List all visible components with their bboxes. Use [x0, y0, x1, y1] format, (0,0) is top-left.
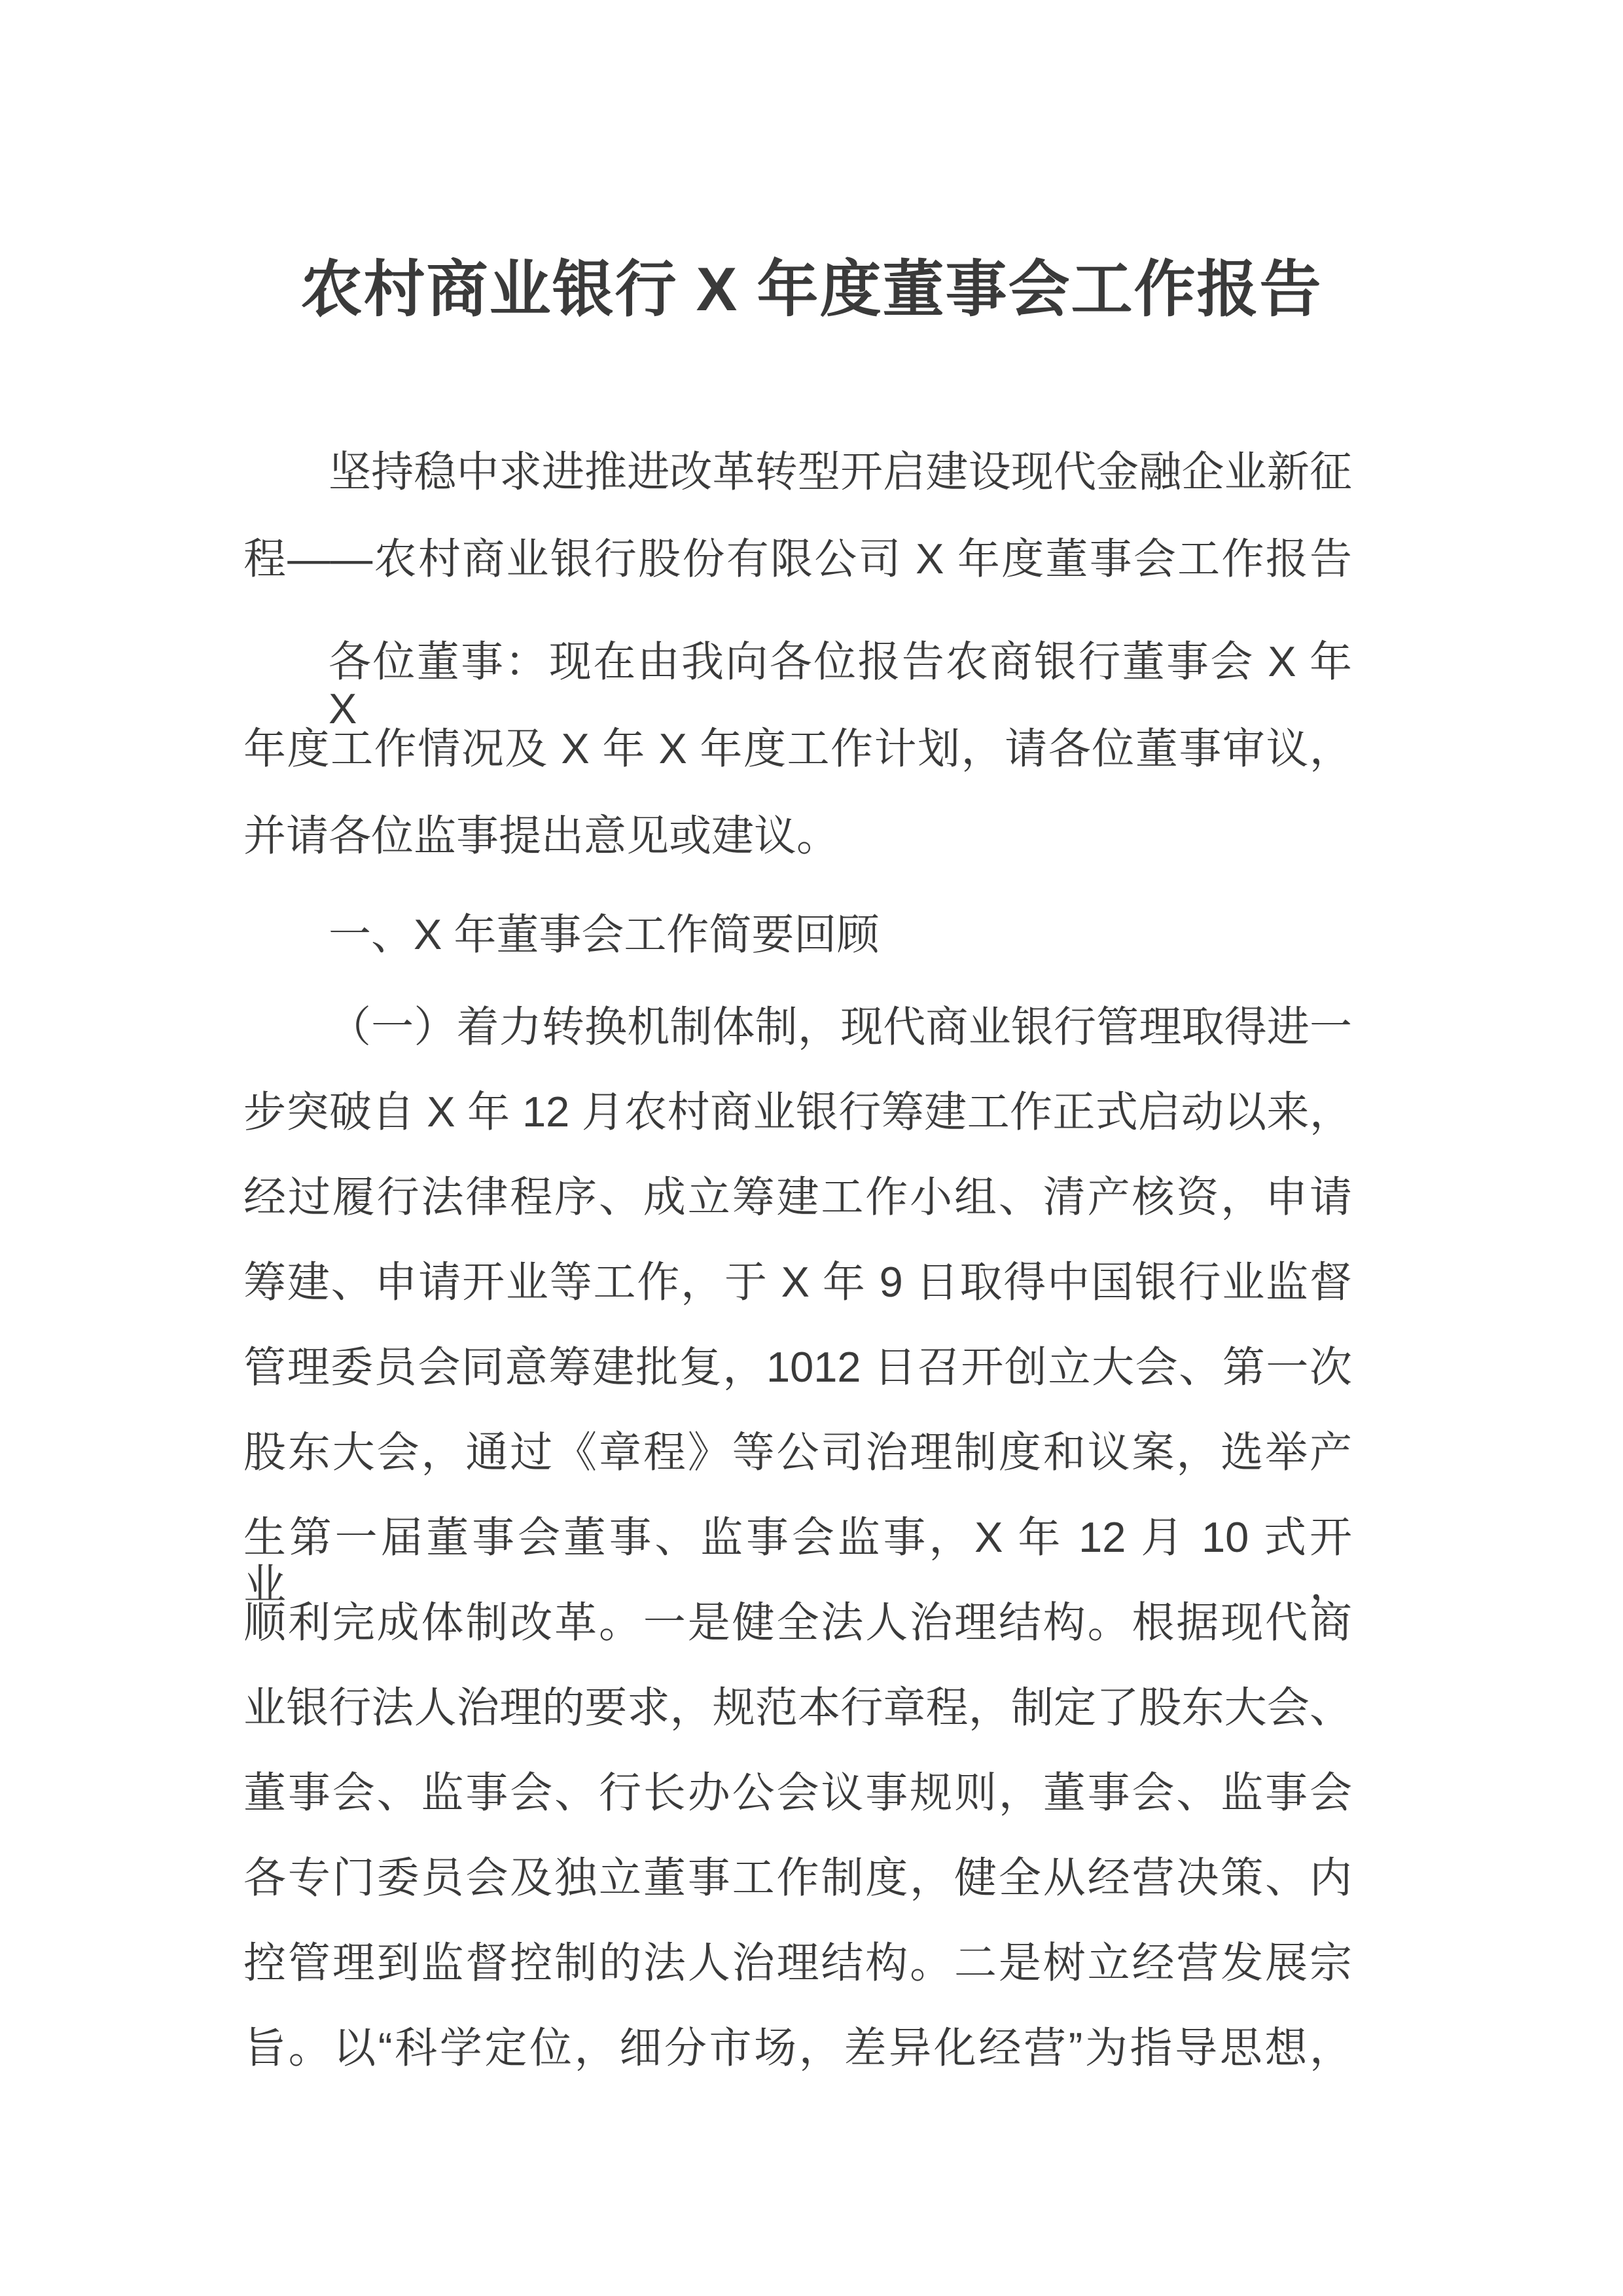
body-line: 步突破自 X 年 12 月农村商业银行筹建工作正式启动以来，	[243, 1088, 1352, 1136]
body-line: 管理委员会同意筹建批复，1012 日召开创立大会、第一次	[243, 1343, 1352, 1391]
body-line: 筹建、申请开业等工作，于 X 年 9 日取得中国银行业监督	[243, 1258, 1352, 1306]
body-line: 顺利完成体制改革。一是健全法人治理结构。根据现代商	[243, 1598, 1352, 1646]
body-line: 股东大会，通过《章程》等公司治理制度和议案，选举产	[243, 1428, 1352, 1476]
body-line: 程——农村商业银行股份有限公司 X 年度董事会工作报告	[243, 535, 1352, 583]
body-line: 各位董事：现在由我向各位报告农商银行董事会 X 年 X	[329, 637, 1352, 732]
body-line: 年度工作情况及 X 年 X 年度工作计划，请各位董事审议，	[243, 725, 1352, 772]
body-line: 并请各位监事提出意见或建议。	[243, 812, 840, 859]
section-heading: 一、X 年董事会工作简要回顾	[329, 910, 880, 958]
body-line: 经过履行法律程序、成立筹建工作小组、清产核资，申请	[243, 1173, 1352, 1221]
body-line: 生第一届董事会董事、监事会监事，X 年 12 月 10 式开业，	[243, 1513, 1352, 1608]
body-line: 董事会、监事会、行长办公会议事规则，董事会、监事会	[243, 1768, 1352, 1816]
body-line: 各专门委员会及独立董事工作制度，健全从经营决策、内	[243, 1854, 1352, 1901]
body-line: （一）着力转换机制体制，现代商业银行管理取得进一	[329, 1003, 1352, 1050]
document-title: 农村商业银行 X 年度董事会工作报告	[300, 255, 1323, 323]
body-line: 旨。以“科学定位，细分市场，差异化经营”为指导思想，	[243, 2024, 1352, 2072]
body-line: 坚持稳中求进推进改革转型开启建设现代金融企业新征	[329, 448, 1352, 495]
body-line: 业银行法人治理的要求，规范本行章程，制定了股东大会、	[243, 1683, 1352, 1731]
body-line: 控管理到监督控制的法人治理结构。二是树立经营发展宗	[243, 1939, 1352, 1986]
